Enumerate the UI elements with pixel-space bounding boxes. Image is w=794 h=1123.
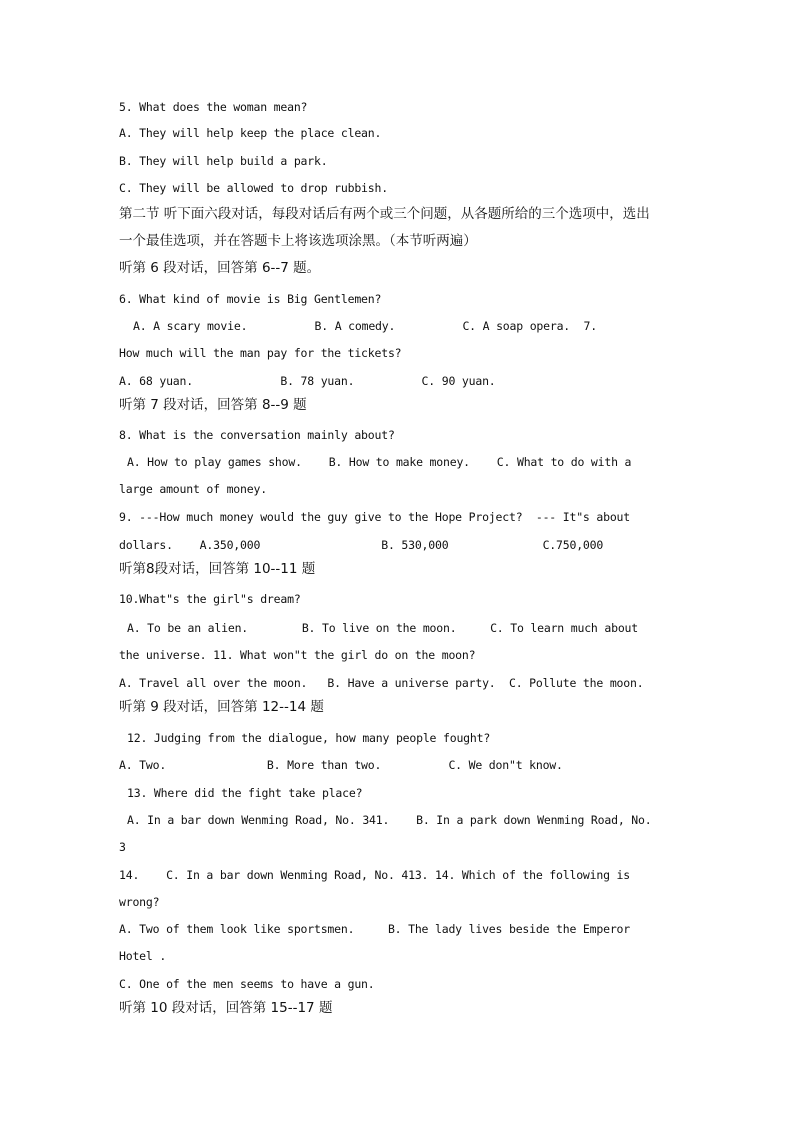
- question-9: 9. ---How much money would the guy give to the Hope Project? --- It"s about: [119, 510, 630, 524]
- q9-options: dollars. A.350,000 B. 530,000 C.750,000: [119, 538, 604, 552]
- section-2-instructions-line2: 一个最佳选项，并在答题卡上将该选项涂黑。（本节听两遍）: [119, 233, 477, 249]
- q14-options-wrap: Hotel .: [119, 949, 167, 963]
- question-7: How much will the man pay for the tickets?: [119, 346, 402, 360]
- q5-option-a: A. They will help keep the place clean.: [119, 126, 382, 140]
- q6-options: A. A scary movie. B. A comedy. C. A soap opera. 7.: [133, 319, 597, 333]
- question-5: 5. What does the woman mean?: [119, 100, 308, 114]
- dialogue-9-heading: 听第 9 段对话，回答第 12--14 题: [119, 699, 324, 715]
- q12-options: A. Two. B. More than two. C. We don"t know.: [119, 758, 563, 772]
- q13-options-wrap: 3: [119, 840, 126, 854]
- dialogue-7-heading: 听第 7 段对话，回答第 8--9 题: [119, 397, 307, 413]
- q14-option-c: C. One of the men seems to have a gun.: [119, 977, 375, 991]
- question-11: the universe. 11. What won"t the girl do on the moon?: [119, 648, 476, 662]
- q5-option-b: B. They will help build a park.: [119, 154, 328, 168]
- question-6: 6. What kind of movie is Big Gentlemen?: [119, 292, 382, 306]
- section-2-instructions-line1: 第二节 听下面六段对话，每段对话后有两个或三个问题，从各题所给的三个选项中，选出: [119, 206, 650, 222]
- question-12: 12. Judging from the dialogue, how many people fought?: [127, 731, 491, 745]
- q13-options: A. In a bar down Wenming Road, No. 341. B. In a park down Wenming Road, No.: [127, 813, 652, 827]
- q11-options: A. Travel all over the moon. B. Have a universe party. C. Pollute the moon.: [119, 676, 644, 690]
- question-13: 13. Where did the fight take place?: [127, 786, 363, 800]
- question-8: 8. What is the conversation mainly about?: [119, 428, 395, 442]
- q8-options-continued: large amount of money.: [119, 482, 267, 496]
- q14-options: A. Two of them look like sportsmen. B. The lady lives beside the Emperor: [119, 922, 630, 936]
- q5-option-c: C. They will be allowed to drop rubbish.: [119, 181, 388, 195]
- question-14: 14. C. In a bar down Wenming Road, No. 413. 14. Which of the following is: [119, 868, 630, 882]
- q7-options: A. 68 yuan. B. 78 yuan. C. 90 yuan.: [119, 374, 496, 388]
- dialogue-8-heading: 听第8段对话，回答第 10--11 题: [119, 561, 316, 577]
- dialogue-6-heading: 听第 6 段对话，回答第 6--7 题。: [119, 260, 321, 276]
- question-14-wrap: wrong?: [119, 895, 160, 909]
- question-10: 10.What"s the girl"s dream?: [119, 592, 301, 606]
- dialogue-10-heading: 听第 10 段对话，回答第 15--17 题: [119, 1000, 333, 1016]
- q10-options: A. To be an alien. B. To live on the moon. C. To learn much about: [127, 621, 638, 635]
- q8-options: A. How to play games show. B. How to make money. C. What to do with a: [127, 455, 632, 469]
